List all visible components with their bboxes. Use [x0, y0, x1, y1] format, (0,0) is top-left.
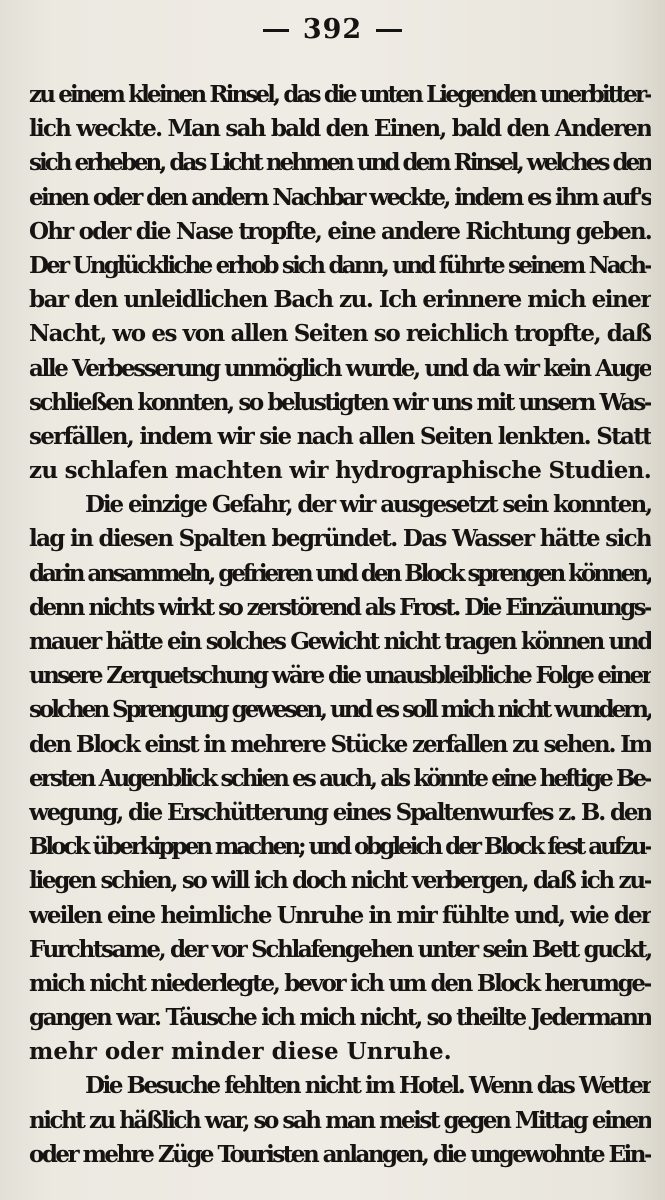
text-line: lich weckte. Man sah bald den Einen, bald den Anderen — [29, 115, 651, 143]
text-line: wegung, die Erschütterung eines Spaltenwurfes z. B. den — [29, 798, 651, 826]
text-line: zu einem kleinen Rinsel, das die unten Liegenden unerbitter- — [29, 81, 651, 108]
text-line: Der Unglückliche erhob sich dann, und führte seinem Nach- — [29, 251, 651, 279]
text-line: lag in diesen Spalten begründet. Das Wasser hätte sich — [29, 525, 651, 553]
text-line: denn nichts wirkt so zerstörend als Frost. Die Einzäunungs- — [29, 593, 651, 621]
text-line: Furchtsame, der vor Schlafengehen unter sein Bett guckt, — [29, 935, 651, 963]
text-line: einen oder den andern Nachbar weckte, indem es ihm auf's — [29, 183, 651, 211]
text-line: ersten Augenblick schien es auch, als könnte eine heftige Be- — [29, 764, 651, 792]
text-line: darin ansammeln, gefrieren und den Block sprengen können, — [29, 559, 651, 587]
text-line: weilen eine heimliche Unruhe in mir fühlte und, wie der — [29, 901, 651, 929]
page-number: 392 — [302, 14, 363, 45]
paragraph — [29, 78, 651, 488]
text-line: mich nicht niederlegte, bevor ich um den Block herumge- — [29, 969, 651, 997]
body-text — [29, 78, 651, 1172]
text-line: Die Besuche fehlten nicht im Hotel. Wenn das Wetter — [85, 1072, 651, 1100]
text-line: nicht zu häßlich war, so sah man meist gegen Mittag einen — [29, 1106, 651, 1134]
paragraph — [29, 488, 651, 1069]
text-line: oder mehre Züge Touristen anlangen, die ungewohnte Ein- — [29, 1140, 651, 1168]
page-header — [0, 14, 665, 45]
text-line: Die einzige Gefahr, der wir ausgesetzt sein konnten, — [85, 491, 651, 519]
text-line: bar den unleidlichen Bach zu. Ich erinnere mich einer — [29, 286, 651, 314]
text-line: solchen Sprengung gewesen, und es soll mich nicht wundern, — [29, 696, 651, 724]
text-line: sich erheben, das Licht nehmen und dem Rinsel, welches den — [29, 149, 651, 177]
text-line: unsere Zerquetschung wäre die unausbleibliche Folge einer — [29, 662, 651, 690]
text-line: serfällen, indem wir sie nach allen Seiten lenkten. Statt — [29, 422, 651, 450]
text-line: mauer hätte ein solches Gewicht nicht tragen können und — [29, 628, 651, 655]
paragraph — [29, 1069, 651, 1172]
text-line: den Block einst in mehrere Stücke zerfallen zu sehen. Im — [29, 730, 651, 758]
text-line: liegen schien, so will ich doch nicht verbergen, daß ich zu- — [29, 867, 651, 895]
text-line: Ohr oder die Nase tropfte, eine andere Richtung geben. — [29, 217, 651, 245]
text-line: zu schlafen machten wir hydrographische Studien. — [29, 457, 651, 485]
text-line: schließen konnten, so belustigten wir uns mit unsern Was- — [29, 388, 651, 416]
text-line: Block überkippen machen; und obgleich der Block fest aufzu- — [29, 833, 651, 861]
header-dash-right — [376, 29, 402, 32]
text-line: gangen war. Täusche ich mich nicht, so theilte Jedermann — [29, 1004, 651, 1032]
text-line: alle Verbesserung unmöglich wurde, und da wir kein Auge — [29, 354, 651, 382]
header-dash-left — [263, 29, 289, 32]
text-line: mehr oder minder diese Unruhe. — [29, 1038, 452, 1066]
text-line: Nacht, wo es von allen Seiten so reichlich tropfte, daß — [29, 320, 651, 348]
